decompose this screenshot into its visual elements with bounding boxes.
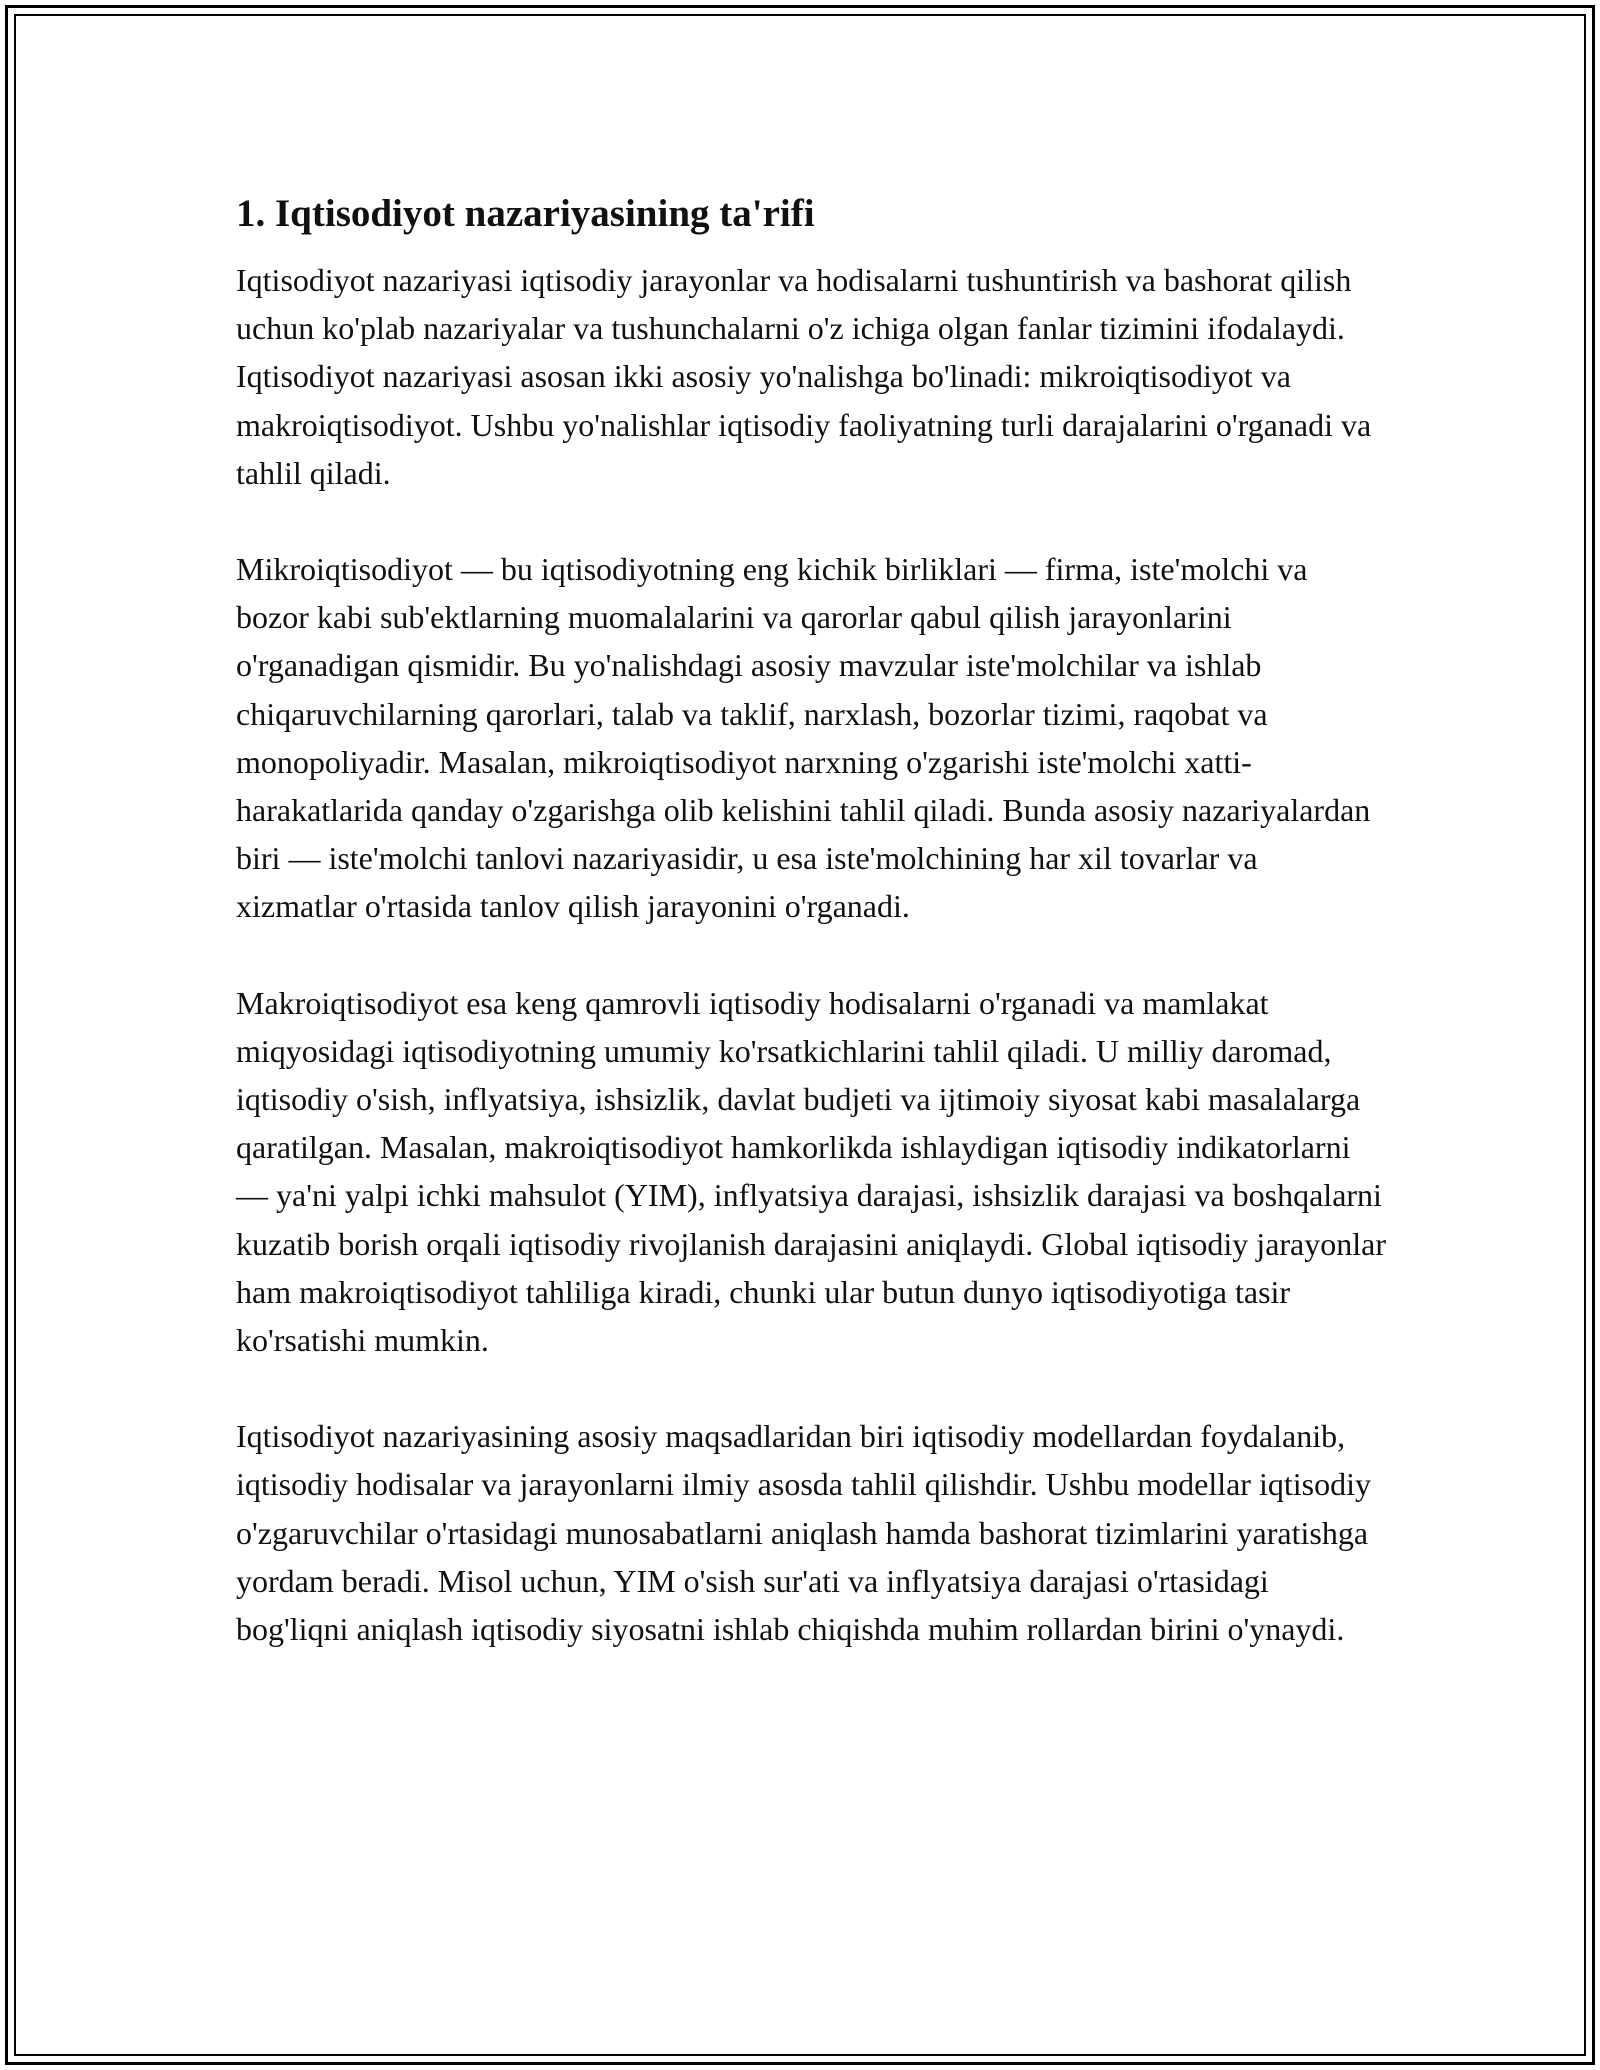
paragraph-macroeconomics: Makroiqtisodiyot esa keng qamrovli iqtisodiy hodisalarni o'rganadi va mamlakat miqyosidagi iqtisodiyotning umumiy ko'rsatkichlarini tahlil qiladi. U milliy daromad, iqtisodiy o'sish, inflyatsiya, ishsizlik, davlat budjeti va ijtimoiy siyosat kabi masalalarga qaratilgan. Masalan, makroiqtisodiyot hamkorlikda ishlaydigan iqtisodiy indikatorlarni — ya'ni yalpi ichki mahsulot (YIM), inflyatsiya darajasi, ishsizlik darajasi va boshqalarni kuzatib borish orqali iqtisodiy rivojlanish darajasini aniqlaydi. Global iqtisodiy jarayonlar ham makroiqtisodiyot tahliliga kiradi, chunki ular butun dunyo iqtisodiyotiga tasir ko'rsatishi mumkin. (236, 984, 1386, 1359)
document-body (236, 190, 1386, 1701)
paragraph-microeconomics: Mikroiqtisodiyot — bu iqtisodiyotning eng kichik birliklari — firma, iste'molchi va bozor kabi sub'ektlarning muomalalarini va qarorlar qabul qilish jarayonlarini o'rganadigan qismidir. Bu yo'nalishdagi asosiy mavzular iste'molchilar va ishlab chiqaruvchilarning qarorlari, talab va taklif, narxlash, bozorlar tizimi, raqobat va monopoliyadir. Masalan, mikroiqtisodiyot narxning o'zgarishi iste'molchi xatti-harakatlarida qanday o'zgarishga olib kelishini tahlil qiladi. Bunda asosiy nazariyalardan biri — iste'molchi tanlovi nazariyasidir, u esa iste'molchining har xil tovarlar va xizmatlar o'rtasida tanlov qilish jarayonini o'rganadi. (236, 551, 1371, 925)
paragraph-intro: Iqtisodiyot nazariyasi iqtisodiy jarayonlar va hodisalarni tushuntirish va bashorat qilish uchun ko'plab nazariyalar va tushunchalarni o'z ichiga olgan fanlar tizimini ifodalaydi. Iqtisodiyot nazariyasi asosan ikki asosiy yo'nalishga bo'linadi: mikroiqtisodiyot va makroiqtisodiyot. Ushbu yo'nalishlar iqtisodiy faoliyatning turli darajalarini o'rganadi va tahlil qiladi. (236, 262, 1372, 491)
section-title: 1. Iqtisodiyot nazariyasining ta'rifi (236, 192, 815, 235)
paragraph-models: Iqtisodiyot nazariyasining asosiy maqsadlaridan biri iqtisodiy modellardan foydalanib, iqtisodiy hodisalar va jarayonlarni ilmiy asosda tahlil qilishdir. Ushbu modellar iqtisodiy o'zgaruvchilar o'rtasidagi munosabatlarni aniqlash hamda bashorat tizimlarini yaratishga yordam beradi. Misol uchun, YIM o'sish sur'ati va inflyatsiya darajasi o'rtasidagi bog'liqni aniqlash iqtisodiy siyosatni ishlab chiqishda muhim rollardan birini o'ynaydi. (236, 1418, 1371, 1648)
